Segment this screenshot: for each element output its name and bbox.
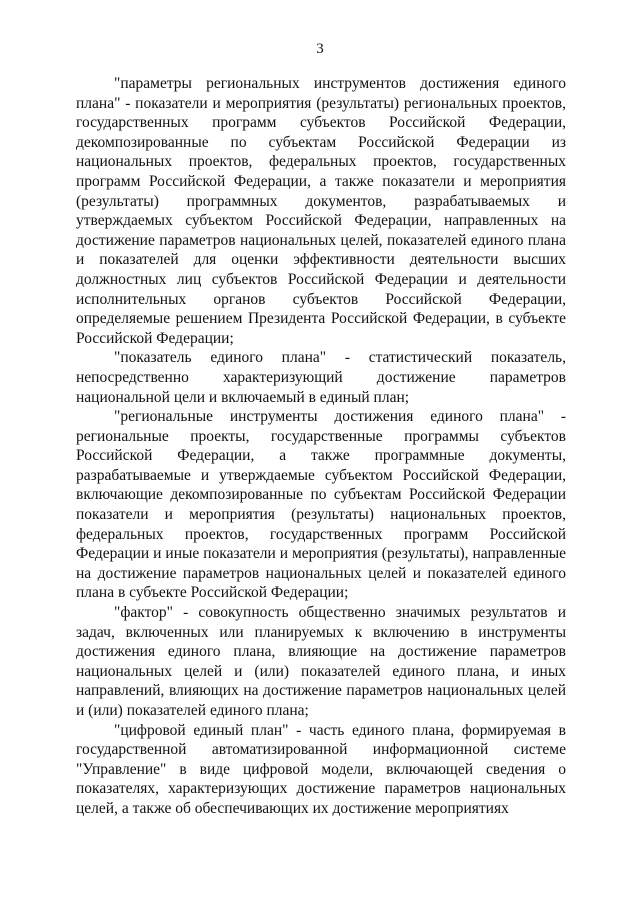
paragraph-plan-indicator: "показатель единого плана" - статистический показатель, непосредственно характеризующий достижение параметров национальной цели и включаемый в единый план;	[76, 349, 566, 406]
page-number: 3	[316, 41, 324, 57]
paragraph-regional-instruments-parameters: "параметры региональных инструментов достижения единого плана" - показатели и мероприятия (результаты) региональных проектов, государственных программ субъектов Российской Федерации, декомпозированные по субъектам Российской Федерации из национальных проектов, федеральных проектов, государственных программ Российской Федерации, а также показатели и мероприятия (результаты) программных документов, разрабатываемых и утверждаемых субъектом Российской Федерации, направленных на достижение параметров национальных целей, показателей единого плана и показателей для оценки эффективности деятельности высших должностных лиц субъектов Российской Федерации и деятельности исполнительных органов субъектов Российской Федерации, определяемые решением Президента Российской Федерации, в субъекте Российской Федерации;	[76, 75, 566, 347]
paragraph-regional-instruments: "региональные инструменты достижения единого плана" - региональные проекты, государственные программы субъектов Российской Федерации, а также программные документы, разрабатываемые и утверждаемые субъектом Российской Федерации, включающие декомпозированные по субъектам Российской Федерации показатели и мероприятия (результаты) национальных проектов, федеральных проектов, государственных программ Российской Федерации и иные показатели и мероприятия (результаты), направленные на достижение параметров национальных целей и показателей единого плана в субъекте Российской Федерации;	[76, 408, 566, 602]
paragraph-factor: "фактор" - совокупность общественно значимых результатов и задач, включенных или планируемых к включению в инструменты достижения единого плана, влияющие на достижение параметров национальных целей и (или) показателей единого плана, и иных направлений, влияющих на достижение параметров национальных целей и (или) показателей единого плана;	[76, 604, 566, 719]
paragraph-digital-plan: "цифровой единый план" - часть единого плана, формируемая в государственной автоматизированной информационной системе "Управление" в виде цифровой модели, включающей сведения о показателях, характеризующих достижение параметров национальных целей, а также об обеспечивающих их достижение мероприятиях	[76, 721, 566, 817]
document-body	[76, 74, 566, 819]
